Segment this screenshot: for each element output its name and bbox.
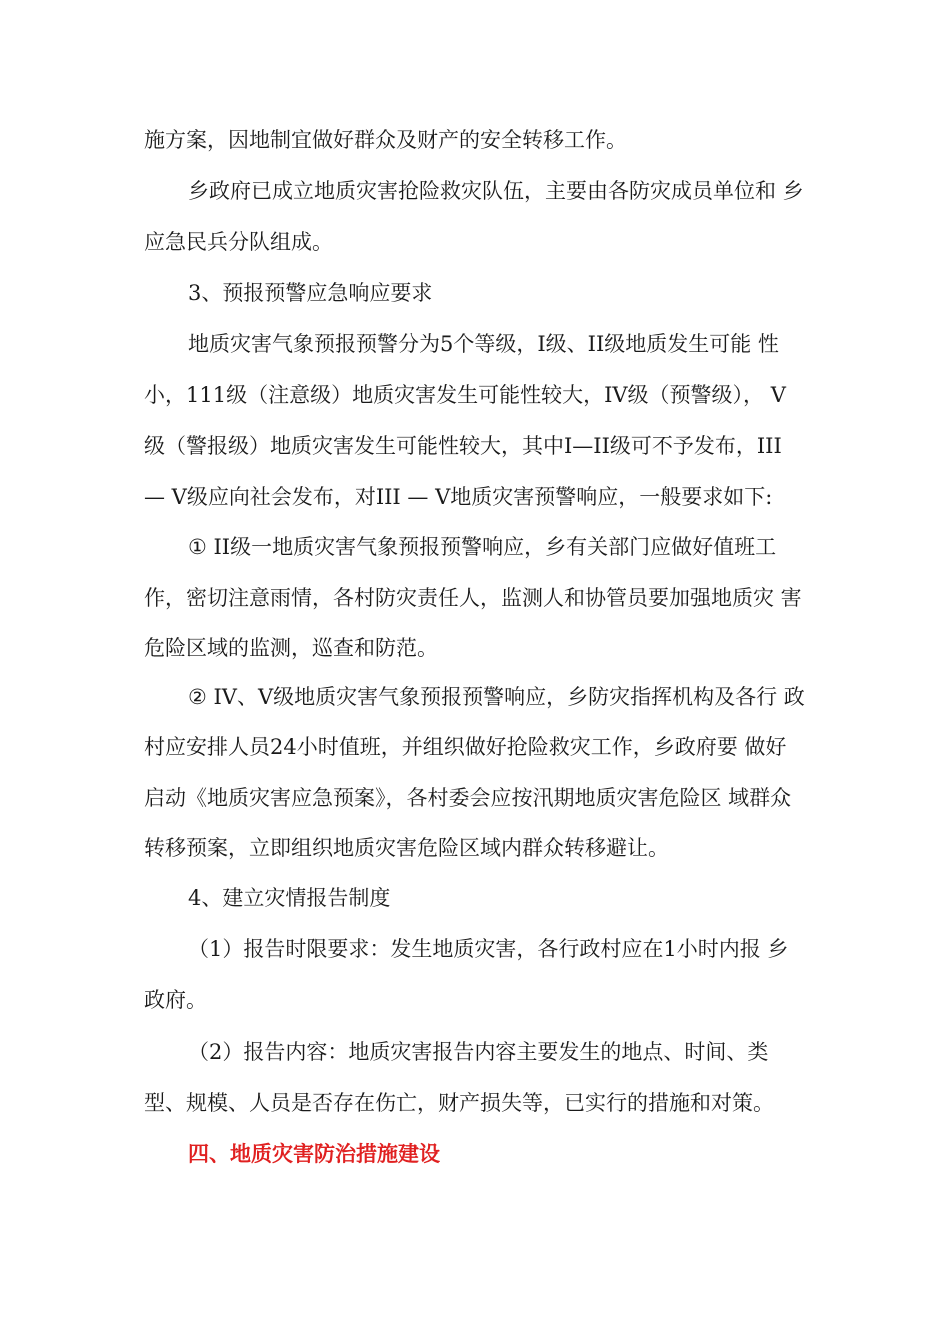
paragraph-line: 乡政府已成立地质灾害抢险救灾队伍，主要由各防灾成员单位和 乡 xyxy=(188,179,804,203)
paragraph-line: 小，111级（注意级）地质灾害发生可能性较大，IV级（预警级）， V xyxy=(144,383,786,407)
paragraph-line: 转移预案，立即组织地质灾害危险区域内群众转移避让。 xyxy=(144,836,669,860)
paragraph-line: 施方案，因地制宜做好群众及财产的安全转移工作。 xyxy=(144,128,627,152)
paragraph-line: ② IV、V级地质灾害气象预报预警响应，乡防灾指挥机构及各行 政 xyxy=(188,685,805,709)
paragraph-line: ① II级一地质灾害气象预报预警响应，乡有关部门应做好值班工 xyxy=(188,535,777,559)
paragraph-line: — V级应向社会发布，对III — V地质灾害预警响应，一般要求如下: xyxy=(144,485,773,509)
paragraph-line: 政府。 xyxy=(144,988,207,1012)
paragraph-line: 级（警报级）地质灾害发生可能性较大，其中I—II级可不予发布，III xyxy=(144,434,782,458)
paragraph-line: （1）报告时限要求：发生地质灾害，各行政村应在1小时内报 乡 xyxy=(188,937,789,961)
paragraph-line: 地质灾害气象预报预警分为5个等级，I级、II级地质发生可能 性 xyxy=(188,332,779,356)
paragraph-line: 危险区域的监测，巡查和防范。 xyxy=(144,636,438,660)
section-heading: 3、预报预警应急响应要求 xyxy=(188,281,433,305)
paragraph-line: 型、规模、人员是否存在伤亡，财产损失等，已实行的措施和对策。 xyxy=(144,1091,774,1115)
paragraph-line: 启动《地质灾害应急预案》，各村委会应按汛期地质灾害危险区 域群众 xyxy=(144,786,792,810)
paragraph-line: （2）报告内容：地质灾害报告内容主要发生的地点、时间、类 xyxy=(188,1040,769,1064)
paragraph-line: 村应安排人员24小时值班，并组织做好抢险救灾工作，乡政府要 做好 xyxy=(144,735,787,759)
paragraph-line: 作，密切注意雨情，各村防灾责任人，监测人和协管员要加强地质灾 害 xyxy=(144,586,802,610)
chapter-heading: 四、地质灾害防治措施建设 xyxy=(188,1141,440,1166)
section-heading: 4、建立灾情报告制度 xyxy=(188,886,391,910)
paragraph-line: 应急民兵分队组成。 xyxy=(144,230,333,254)
